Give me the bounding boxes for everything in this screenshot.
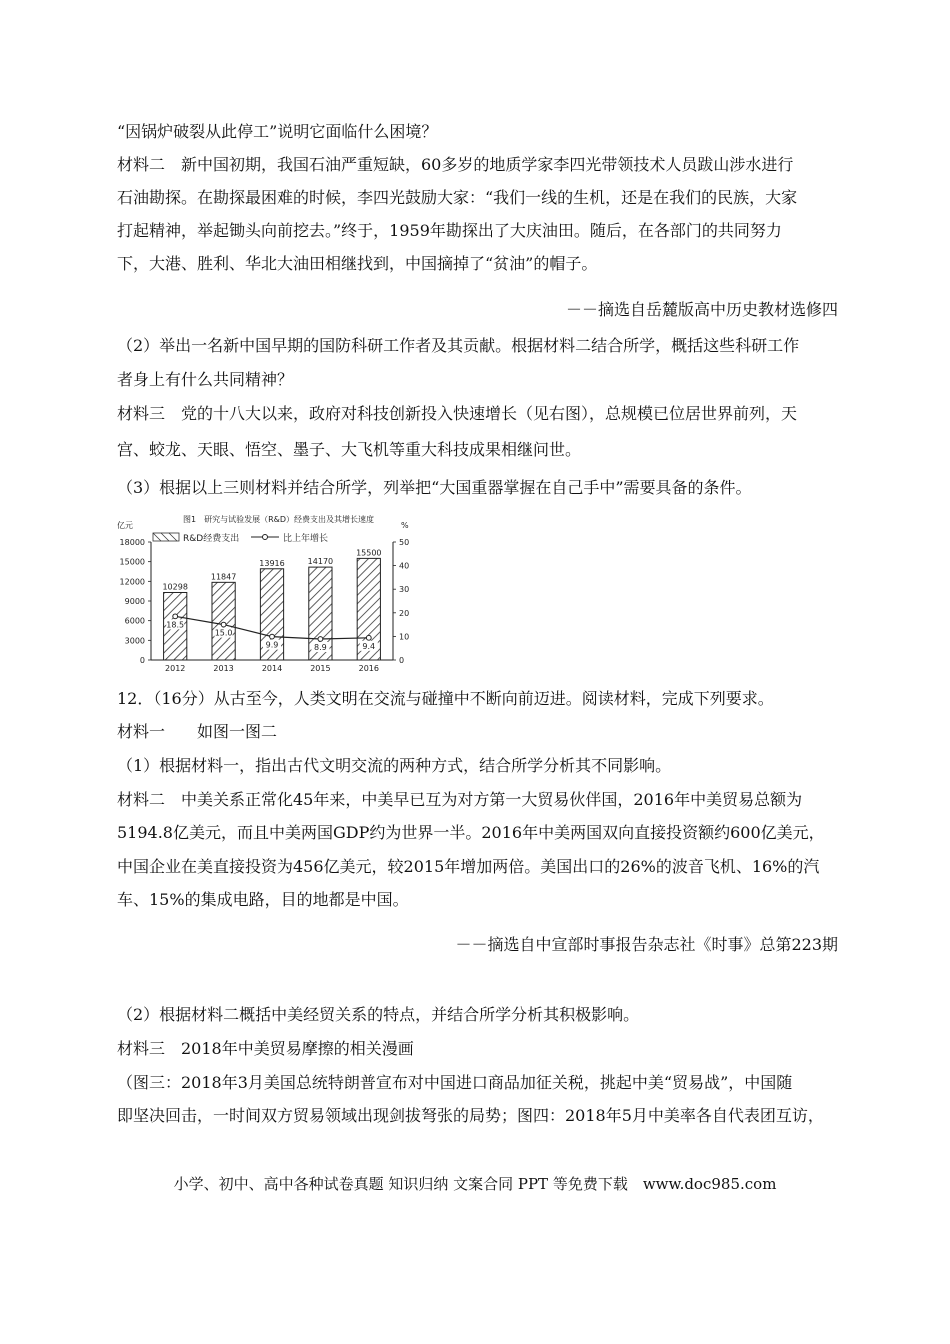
text-line: 车、15%的集成电路，目的地都是中国。	[117, 890, 409, 909]
bar-value-label: 11847	[210, 572, 237, 582]
text-line: 即坚决回击，一时间双方贸易领域出现剑拔弩张的局势；图四：2018年5月中美率各自代表团互访，	[117, 1106, 824, 1125]
category-label: 2013	[213, 664, 234, 673]
right-axis-unit: %	[401, 521, 409, 530]
text-line: 打起精神，举起锄头向前挖去。”终于，1959年勘探出了大庆油田。随后，在各部门的共同努力	[117, 221, 782, 240]
right-tick-label: 30	[399, 585, 410, 595]
source-citation: －－摘选自中宣部时事报告杂志社《时事》总第223期	[455, 935, 838, 954]
text-line: 中国企业在美直接投资为456亿美元，较2015年增加两倍。美国出口的26%的波音飞机、16%的汽	[117, 857, 820, 876]
growth-point	[221, 622, 226, 627]
text-line: 石油勘探。在勘探最困难的时候，李四光鼓励大家：“我们一线的生机，还是在我们的民族，大家	[117, 188, 798, 207]
left-tick-label: 0	[139, 656, 145, 665]
text-line: 宫、蛟龙、天眼、悟空、墨子、大飞机等重大科技成果相继问世。	[117, 440, 582, 459]
growth-value-label: 15.0	[214, 628, 233, 638]
text-line: （2）举出一名新中国早期的国防科研工作者及其贡献。根据材料二结合所学，概括这些科研工作	[117, 336, 800, 355]
text-line: （1）根据材料一，指出古代文明交流的两种方式，结合所学分析其不同影响。	[117, 756, 672, 775]
left-tick-label: 12000	[119, 577, 145, 587]
growth-point	[366, 635, 371, 640]
chart-legend	[153, 532, 328, 544]
growth-value-label: 9.9	[265, 640, 279, 650]
category-label: 2012	[165, 664, 186, 673]
text-line: 材料二 中美关系正常化45年来，中美早已互为对方第一大贸易伙伴国，2016年中美贸易总额为	[117, 790, 803, 809]
text-line: 材料三 党的十八大以来，政府对科技创新投入快速增长（见右图），总规模已位居世界前列，天	[117, 404, 798, 423]
text-line: “因锅炉破裂从此停工”说明它面临什么困境？	[117, 122, 438, 141]
right-tick-label: 0	[399, 656, 405, 665]
text-line: 12．（16分）从古至今，人类文明在交流与碰撞中不断向前迈进。阅读材料，完成下列要求。	[117, 689, 774, 708]
text-line: 者身上有什么共同精神？	[117, 370, 294, 389]
left-axis-unit: 亿元	[117, 521, 133, 530]
growth-value-label: 8.9	[314, 642, 327, 652]
bar-value-label: 15500	[356, 548, 382, 558]
left-tick-label: 9000	[124, 597, 145, 606]
left-tick-label: 18000	[119, 538, 145, 547]
bar-value-label: 14170	[307, 557, 334, 567]
source-citation: －－摘选自岳麓版高中历史教材选修四	[565, 300, 838, 319]
text-line: 材料一 如图一图二	[117, 722, 278, 741]
growth-point	[173, 614, 178, 619]
left-tick-label: 3000	[124, 636, 145, 646]
right-tick-label: 40	[399, 561, 410, 571]
legend-bar-label: R&D经费支出	[183, 534, 240, 544]
bar-value-label: 13916	[259, 558, 285, 568]
page-footer: 小学、初中、高中各种试卷真题 知识归纳 文案合同 PPT 等免费下载 www.doc985.com	[173, 1175, 777, 1193]
text-line: 5194.8亿美元，而且中美两国GDP约为世界一半。2016年中美两国双向直接投资额约600亿美元，	[117, 823, 825, 842]
text-line: 下，大港、胜利、华北大油田相继找到，中国摘掉了“贫油”的帽子。	[117, 254, 598, 273]
left-tick-label: 15000	[119, 557, 145, 567]
growth-point	[318, 637, 323, 642]
chart-title: 图1 研究与试验发展（R&D）经费支出及其增长速度	[183, 515, 375, 524]
text-line: 材料三 2018年中美贸易摩擦的相关漫画	[117, 1039, 414, 1058]
category-label: 2014	[261, 664, 283, 673]
growth-point	[270, 634, 275, 639]
legend-line-label: 比上年增长	[283, 534, 329, 544]
right-tick-label: 20	[399, 608, 410, 618]
rd-expenditure-chart	[113, 508, 423, 680]
text-line: （图三：2018年3月美国总统特朗普宣布对中国进口商品加征关税，挑起中美“贸易战”，中国随	[117, 1073, 793, 1092]
growth-value-label: 9.4	[362, 641, 376, 651]
text-line: （3）根据以上三则材料并结合所学，列举把“大国重器掌握在自己手中”需要具备的条件。	[117, 478, 752, 497]
category-label: 2016	[358, 664, 379, 673]
right-tick-label: 50	[399, 538, 410, 547]
bar	[212, 582, 235, 660]
right-tick-label: 10	[399, 632, 410, 642]
category-label: 2015	[310, 664, 331, 673]
text-line: 材料二 新中国初期，我国石油严重短缺，60多岁的地质学家李四光带领技术人员跋山涉水进行	[117, 155, 794, 174]
left-tick-label: 6000	[124, 616, 145, 626]
text-line: （2）根据材料二概括中美经贸关系的特点，并结合所学分析其积极影响。	[117, 1005, 640, 1024]
growth-value-label: 18.5	[166, 620, 185, 630]
bar-value-label: 10298	[162, 582, 188, 592]
